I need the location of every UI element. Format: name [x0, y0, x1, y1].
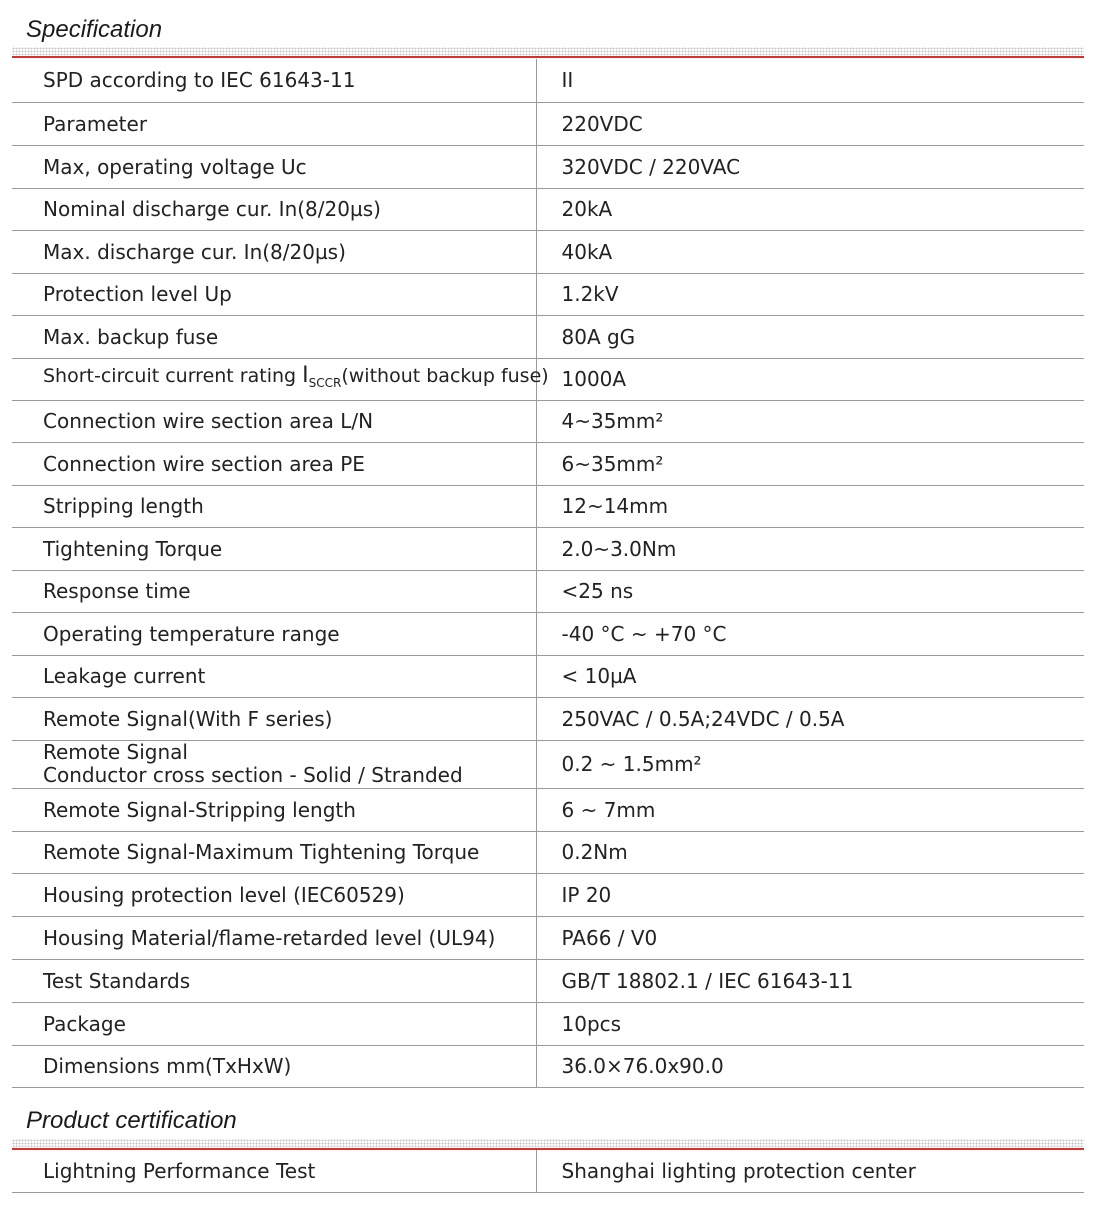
spec-value: 80A gG: [536, 315, 1084, 358]
spec-row: [12, 959, 1084, 1002]
spec-label-text: Leakage current: [43, 664, 206, 688]
spec-row: [12, 102, 1084, 145]
spec-label-symbol: I: [302, 362, 309, 388]
spec-row: [12, 873, 1084, 916]
spec-label-text: Housing protection level (IEC60529): [43, 882, 405, 907]
spec-label: [12, 188, 536, 230]
spec-row: [12, 697, 1084, 740]
spec-row: [12, 655, 1084, 697]
spec-label: [12, 697, 536, 740]
spec-row: [12, 485, 1084, 527]
spec-label: [12, 400, 536, 442]
spec-label-text: Remote Signal-Stripping length: [43, 797, 356, 822]
spec-label-suffix: (without backup fuse): [341, 364, 549, 387]
spec-label: [12, 442, 536, 485]
spec-label-text: Package: [43, 1011, 126, 1036]
spec-value: 10pcs: [536, 1002, 1084, 1045]
spec-label: [12, 873, 536, 916]
spec-value: 40kA: [536, 230, 1084, 273]
spec-row: [12, 59, 1084, 102]
spec-label: [12, 102, 536, 145]
spec-label: [12, 959, 536, 1002]
spec-label-text: Dimensions mm(TxHxW): [43, 1054, 292, 1078]
spec-value: II: [536, 59, 1084, 102]
spec-title: Specification: [26, 16, 163, 43]
spec-label-text: Operating temperature range: [43, 621, 340, 646]
spec-row: [12, 230, 1084, 273]
spec-dotted-separator: [12, 47, 1084, 55]
spec-label-text: Max, operating voltage Uc: [43, 154, 307, 179]
spec-row: [12, 916, 1084, 959]
spec-row: [12, 612, 1084, 655]
spec-label: [12, 740, 536, 788]
spec-label: [12, 230, 536, 273]
spec-label-text: Connection wire section area L/N: [43, 409, 374, 433]
spec-row: [12, 740, 1084, 788]
spec-label-text: Response time: [43, 579, 191, 603]
spec-label-text: Stripping length: [43, 494, 204, 518]
spec-row: [12, 1002, 1084, 1045]
spec-value: PA66 / V0: [536, 916, 1084, 959]
cert-dotted-separator: [12, 1139, 1084, 1147]
cert-title: Product certification: [26, 1107, 237, 1134]
spec-label: [12, 315, 536, 358]
spec-label-text: Parameter: [43, 111, 148, 136]
spec-label: [12, 831, 536, 873]
spec-value: 1.2kV: [536, 273, 1084, 315]
spec-label: [12, 273, 536, 315]
cert-row: [12, 1150, 1084, 1192]
spec-label: [12, 655, 536, 697]
spec-label-text: Connection wire section area PE: [43, 451, 365, 476]
spec-row: [12, 358, 1084, 400]
spec-label-line: Remote Signal: [43, 740, 188, 764]
spec-value: 6 ~ 7mm: [536, 788, 1084, 831]
spec-value: 6~35mm²: [536, 442, 1084, 485]
spec-label-text: Tightening Torque: [43, 536, 223, 561]
spec-label: [12, 527, 536, 570]
spec-value: <25 ns: [536, 570, 1084, 612]
spec-value: GB/T 18802.1 / IEC 61643-11: [536, 959, 1084, 1002]
spec-label: [12, 145, 536, 188]
spec-value: < 10µA: [536, 655, 1084, 697]
spec-row: [12, 188, 1084, 230]
spec-label-text: Short-circuit current rating: [43, 364, 297, 387]
spec-label-subscript: SCCR: [308, 375, 342, 390]
cert-label: Lightning Performance Test: [12, 1150, 536, 1192]
spec-label-text: Remote Signal-Maximum Tightening Torque: [43, 840, 480, 864]
spec-value: 0.2 ~ 1.5mm²: [536, 740, 1084, 788]
spec-label: [12, 485, 536, 527]
spec-red-rule: [12, 56, 1084, 58]
spec-label-text: Protection level Up: [43, 282, 232, 306]
spec-row: [12, 273, 1084, 315]
spec-value: 12~14mm: [536, 485, 1084, 527]
spec-row: [12, 788, 1084, 831]
spec-label-text: Housing Material/flame-retarded level (UL94): [43, 925, 496, 950]
spec-label-text: Remote Signal(With F series): [43, 706, 333, 731]
spec-label: [12, 788, 536, 831]
spec-value: 320VDC / 220VAC: [536, 145, 1084, 188]
spec-row: [12, 527, 1084, 570]
spec-row: [12, 1045, 1084, 1087]
spec-value: 0.2Nm: [536, 831, 1084, 873]
spec-value: -40 °C ~ +70 °C: [536, 612, 1084, 655]
spec-row: [12, 442, 1084, 485]
spec-value: 250VAC / 0.5A;24VDC / 0.5A: [536, 697, 1084, 740]
spec-label: [12, 570, 536, 612]
spec-label: [12, 1045, 536, 1087]
spec-value: IP 20: [536, 873, 1084, 916]
spec-label: [12, 612, 536, 655]
spec-value: 1000A: [536, 358, 1084, 400]
spec-label: [12, 1002, 536, 1045]
spec-row: [12, 831, 1084, 873]
spec-value: 2.0~3.0Nm: [536, 527, 1084, 570]
spec-label-text: Nominal discharge cur. In(8/20µs): [43, 197, 381, 221]
spec-value: 4~35mm²: [536, 400, 1084, 442]
cert-table: [12, 1150, 1084, 1193]
spec-value: 220VDC: [536, 102, 1084, 145]
spec-row: [12, 145, 1084, 188]
spec-label: [12, 59, 536, 102]
spec-label: [12, 916, 536, 959]
spec-row: [12, 570, 1084, 612]
spec-label: [12, 358, 549, 400]
spec-label-text: SPD according to IEC 61643-11: [43, 68, 356, 93]
spec-label-text: Max. discharge cur. In(8/20µs): [43, 239, 346, 264]
spec-row: [12, 315, 1084, 358]
spec-label-line: Conductor cross section - Solid / Stranded: [43, 763, 463, 787]
spec-value: 36.0×76.0x90.0: [536, 1045, 1084, 1087]
spec-label-text: Max. backup fuse: [43, 324, 219, 349]
spec-value: 20kA: [536, 188, 1084, 230]
spec-row: [12, 400, 1084, 442]
spec-label-text: Test Standards: [43, 968, 191, 993]
spec-table: [12, 59, 1084, 1088]
cert-value: Shanghai lighting protection center: [536, 1150, 1084, 1192]
